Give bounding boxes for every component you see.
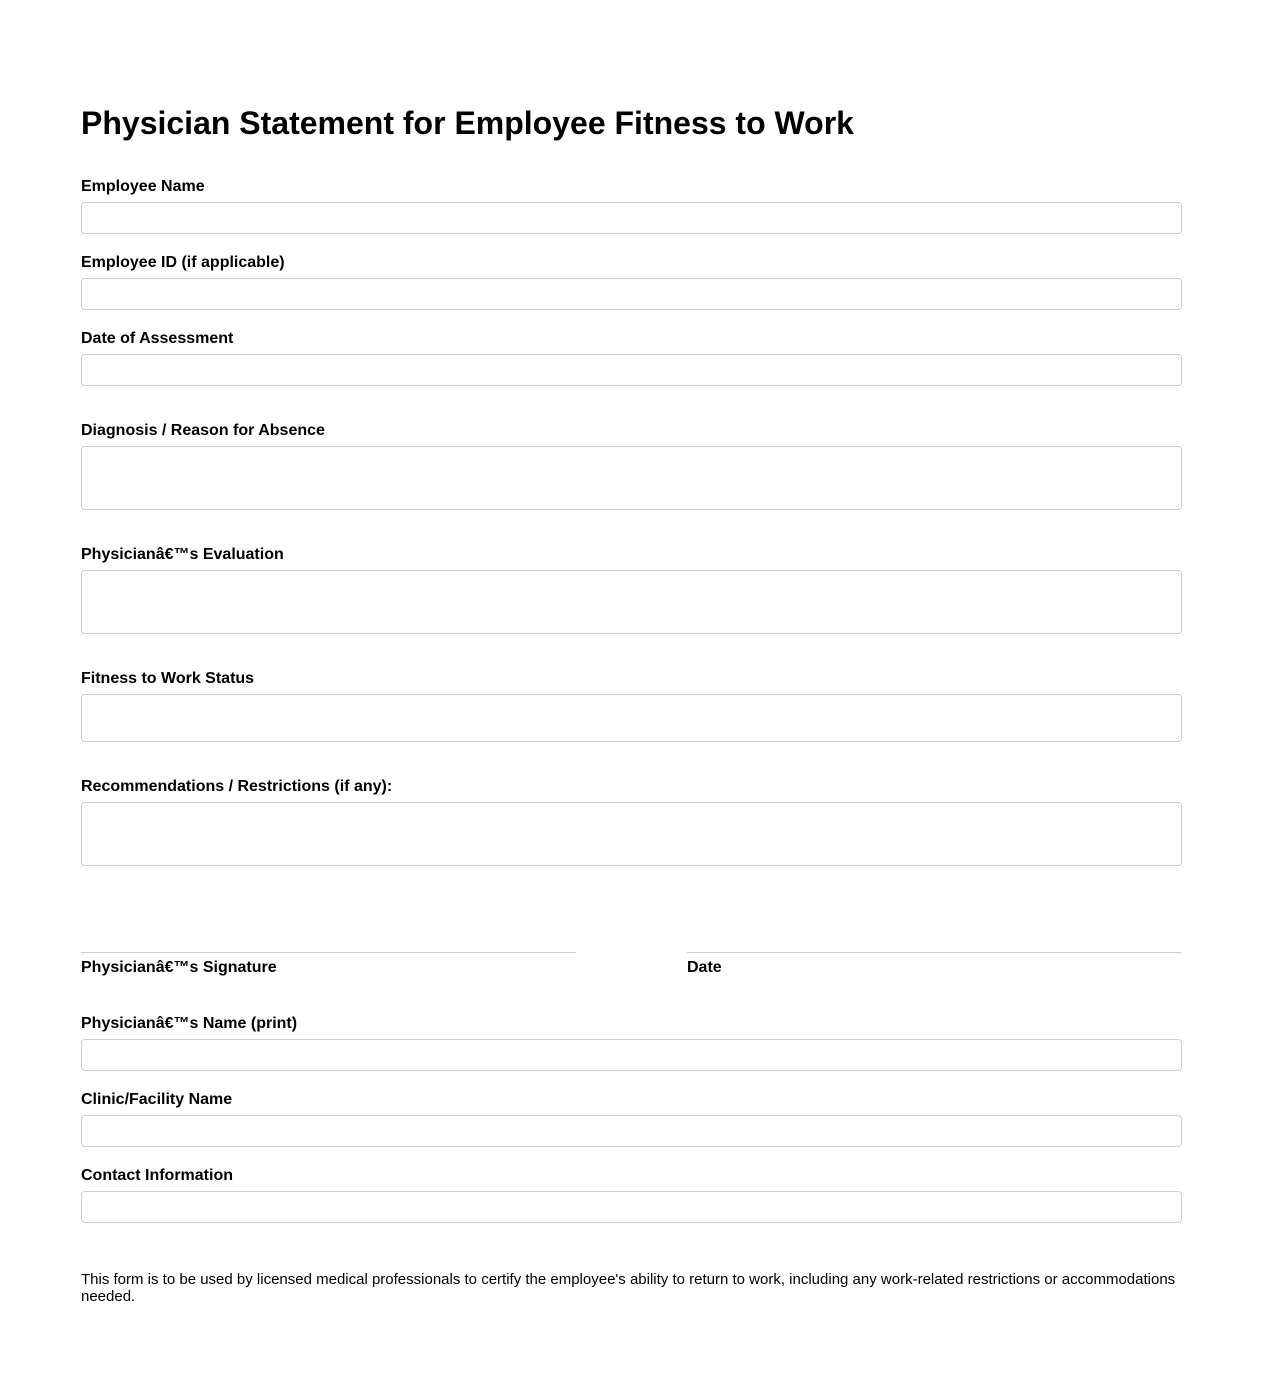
physician-name-label: Physicianâ€™s Name (print) [81, 1015, 298, 1032]
diagnosis-label: Diagnosis / Reason for Absence [81, 422, 325, 439]
date-of-assessment-input[interactable] [81, 354, 1182, 386]
signature-label: Physicianâ€™s Signature [81, 959, 277, 976]
clinic-name-input[interactable] [81, 1115, 1182, 1147]
employee-name-label: Employee Name [81, 178, 205, 195]
fitness-status-field[interactable] [81, 694, 1182, 742]
signature-line[interactable] [81, 952, 576, 953]
fitness-status-label: Fitness to Work Status [81, 670, 255, 687]
contact-info-label: Contact Information [81, 1167, 233, 1184]
page-title: Physician Statement for Employee Fitness to Work [81, 105, 854, 141]
evaluation-label: Physicianâ€™s Evaluation [81, 546, 284, 563]
contact-info-input[interactable] [81, 1191, 1182, 1223]
recommendations-label: Recommendations / Restrictions (if any): [81, 778, 393, 795]
employee-name-input[interactable] [81, 202, 1182, 234]
employee-id-input[interactable] [81, 278, 1182, 310]
clinic-name-label: Clinic/Facility Name [81, 1091, 233, 1108]
physician-name-input[interactable] [81, 1039, 1182, 1071]
employee-id-label: Employee ID (if applicable) [81, 254, 285, 271]
diagnosis-textarea[interactable] [81, 446, 1182, 510]
date-signature-line[interactable] [687, 952, 1182, 953]
signature-date-label: Date [687, 959, 722, 976]
footer-note: This form is to be used by licensed medical professionals to certify the employee's ability to return to work, including any work-related restrictions or accommodations needed. [81, 1271, 1176, 1303]
evaluation-textarea[interactable] [81, 570, 1182, 634]
date-of-assessment-label: Date of Assessment [81, 330, 234, 347]
recommendations-textarea[interactable] [81, 802, 1182, 866]
